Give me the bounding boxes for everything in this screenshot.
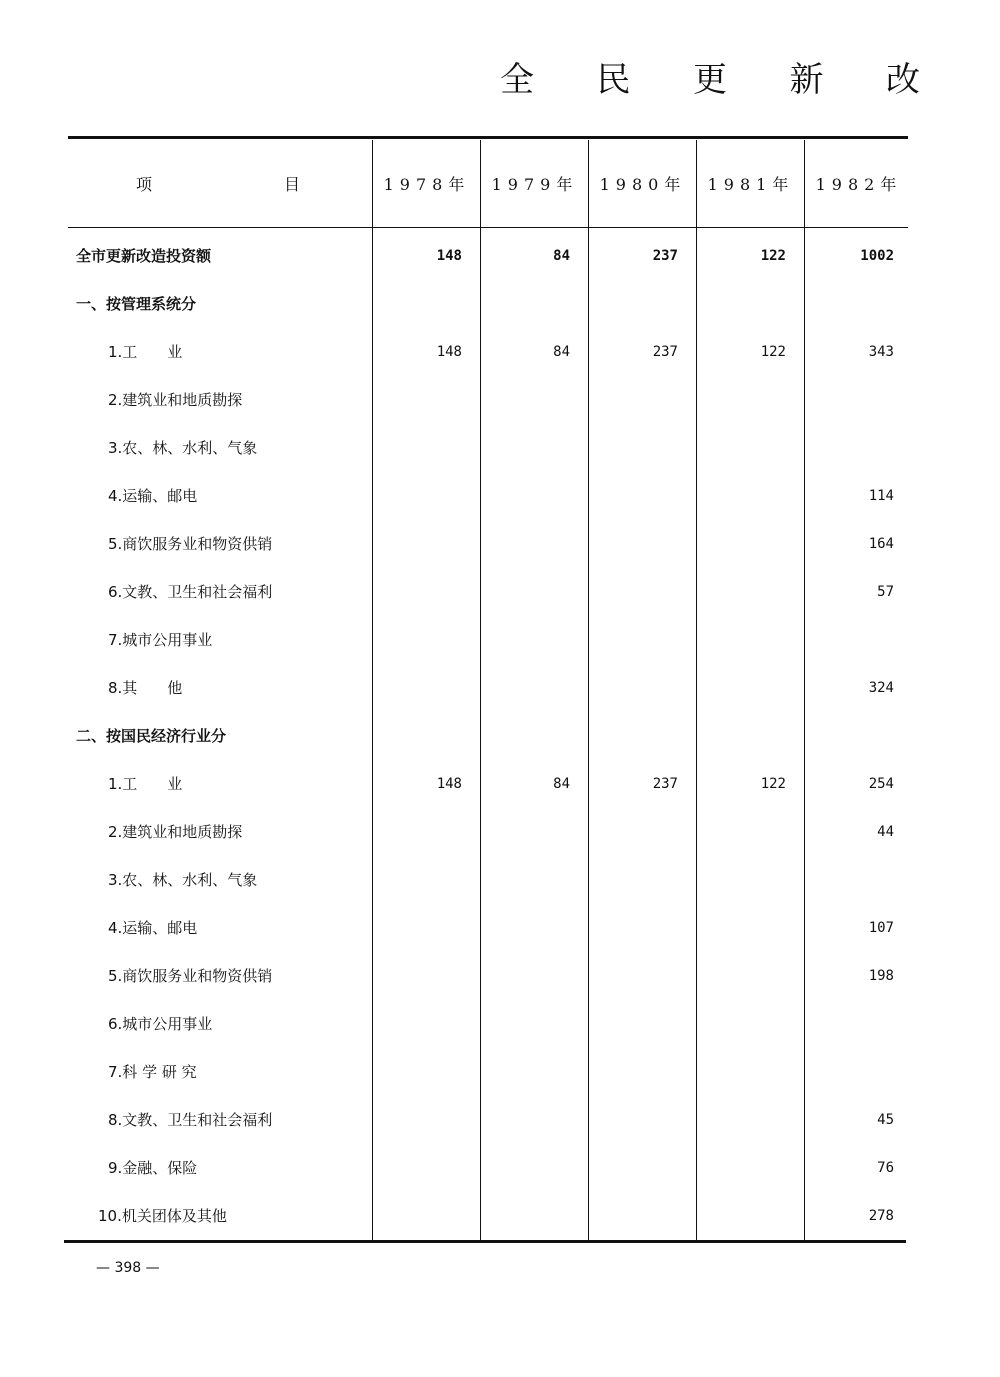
table-row bbox=[0, 721, 1000, 751]
row-label: 1.工 业 bbox=[108, 343, 183, 361]
row-value: 44 bbox=[877, 824, 894, 840]
title-char: 改 bbox=[886, 60, 920, 100]
row-value: 122 bbox=[760, 776, 786, 792]
table-row bbox=[0, 625, 1000, 655]
row-value: 45 bbox=[877, 1112, 894, 1128]
table-row bbox=[0, 673, 1000, 703]
row-label: 2.建筑业和地质勘探 bbox=[108, 823, 243, 841]
row-value: 198 bbox=[868, 968, 894, 984]
row-value: 76 bbox=[877, 1160, 894, 1176]
table-row bbox=[0, 481, 1000, 511]
table-row bbox=[0, 817, 1000, 847]
header-item-char: 目 bbox=[283, 174, 300, 194]
header-year: 1978年 bbox=[383, 174, 471, 194]
table-row bbox=[0, 1009, 1000, 1039]
table-row bbox=[0, 913, 1000, 943]
row-value: 254 bbox=[868, 776, 894, 792]
row-value: 84 bbox=[553, 344, 570, 360]
row-value: 1002 bbox=[860, 248, 894, 264]
title-char: 新 bbox=[789, 60, 824, 100]
row-value: 343 bbox=[868, 344, 894, 360]
table-row bbox=[0, 337, 1000, 367]
table-row bbox=[0, 1201, 1000, 1231]
table-row bbox=[0, 433, 1000, 463]
row-label: 7.科 学 研 究 bbox=[108, 1063, 197, 1081]
row-label: 8.文教、卫生和社会福利 bbox=[108, 1111, 273, 1129]
row-label: 5.商饮服务业和物资供销 bbox=[108, 535, 273, 553]
row-value: 278 bbox=[868, 1208, 894, 1224]
table-row bbox=[0, 241, 1000, 271]
row-value: 84 bbox=[553, 248, 570, 264]
row-label: 6.城市公用事业 bbox=[108, 1015, 213, 1033]
header-item-char: 项 bbox=[136, 174, 153, 194]
table-row bbox=[0, 529, 1000, 559]
header-item bbox=[68, 140, 372, 226]
row-label: 二、按国民经济行业分 bbox=[76, 727, 227, 745]
row-label: 3.农、林、水利、气象 bbox=[108, 871, 258, 889]
row-label: 4.运输、邮电 bbox=[108, 919, 198, 937]
row-label: 5.商饮服务业和物资供销 bbox=[108, 967, 273, 985]
title-char: 更 bbox=[693, 60, 727, 100]
row-label: 8.其 他 bbox=[108, 679, 183, 697]
row-value: 237 bbox=[652, 776, 678, 792]
table-row bbox=[0, 769, 1000, 799]
table-bottom-rule bbox=[64, 1240, 906, 1243]
header-year: 1982年 bbox=[815, 174, 903, 194]
table-row bbox=[0, 289, 1000, 319]
table-row bbox=[0, 1105, 1000, 1135]
row-value: 164 bbox=[868, 536, 894, 552]
row-value: 122 bbox=[760, 248, 786, 264]
row-label: 9.金融、保险 bbox=[108, 1159, 198, 1177]
row-label: 3.农、林、水利、气象 bbox=[108, 439, 258, 457]
row-label: 6.文教、卫生和社会福利 bbox=[108, 583, 273, 601]
row-value: 324 bbox=[868, 680, 894, 696]
row-value: 122 bbox=[760, 344, 786, 360]
table-row bbox=[0, 577, 1000, 607]
table-row bbox=[0, 1057, 1000, 1087]
page-title bbox=[500, 52, 920, 101]
row-value: 148 bbox=[436, 344, 462, 360]
header-year: 1981年 bbox=[707, 174, 795, 194]
table-top-rule bbox=[68, 136, 908, 139]
title-char: 全 bbox=[500, 60, 534, 100]
row-label: 1.工 业 bbox=[108, 775, 183, 793]
row-value: 237 bbox=[652, 248, 678, 264]
row-value: 57 bbox=[877, 584, 894, 600]
header-bottom-rule bbox=[68, 227, 908, 228]
row-value: 148 bbox=[436, 776, 462, 792]
row-value: 107 bbox=[868, 920, 894, 936]
row-value: 237 bbox=[652, 344, 678, 360]
table-row bbox=[0, 1153, 1000, 1183]
row-label: 2.建筑业和地质勘探 bbox=[108, 391, 243, 409]
table-row bbox=[0, 385, 1000, 415]
row-label: 一、按管理系统分 bbox=[76, 295, 197, 313]
header-year: 1979年 bbox=[491, 174, 579, 194]
row-label: 4.运输、邮电 bbox=[108, 487, 198, 505]
row-label: 全市更新改造投资额 bbox=[76, 247, 212, 265]
row-value: 114 bbox=[868, 488, 894, 504]
row-value: 148 bbox=[436, 248, 462, 264]
title-char: 民 bbox=[596, 60, 631, 100]
row-label: 10.机关团体及其他 bbox=[98, 1207, 227, 1225]
page-number: — 398 — bbox=[96, 1260, 160, 1276]
header-year: 1980年 bbox=[599, 174, 687, 194]
table-row bbox=[0, 865, 1000, 895]
row-value: 84 bbox=[553, 776, 570, 792]
table-row bbox=[0, 961, 1000, 991]
row-label: 7.城市公用事业 bbox=[108, 631, 213, 649]
